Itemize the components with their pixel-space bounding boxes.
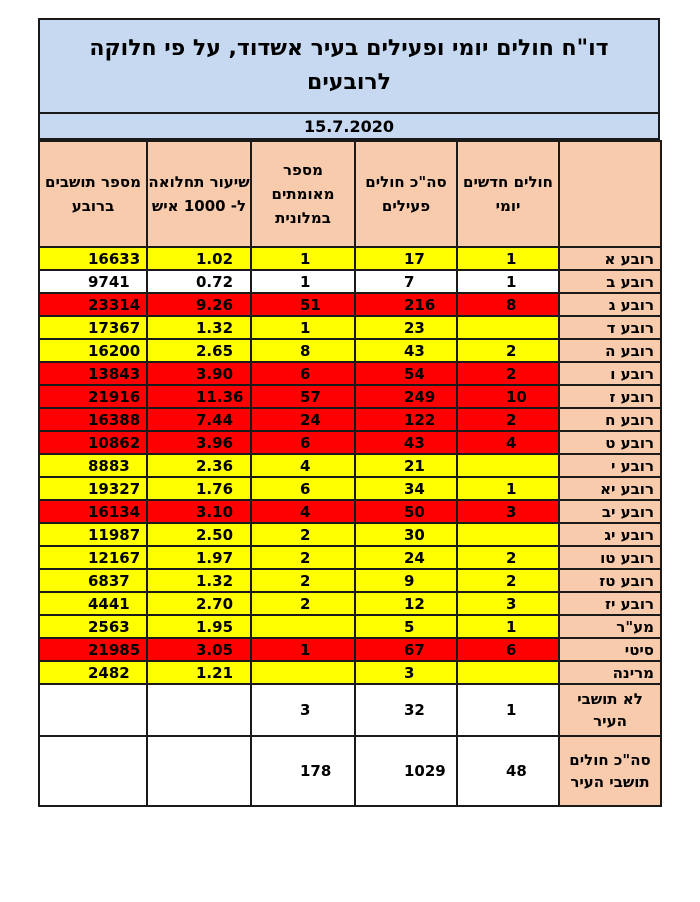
cell-residents: 2482 [39, 661, 147, 684]
cell-residents: 21916 [39, 385, 147, 408]
non-residents-new-daily: 1 [457, 684, 559, 736]
cell-hotel: 6 [251, 477, 355, 500]
cell-hotel: 1 [251, 316, 355, 339]
cell-total-active: 12 [355, 592, 457, 615]
cell-hotel [251, 615, 355, 638]
header-district-name [559, 141, 661, 247]
cell-rate: 2.70 [147, 592, 251, 615]
cell-new-daily: 2 [457, 569, 559, 592]
table-row [39, 592, 661, 615]
cell-hotel: 1 [251, 638, 355, 661]
cell-total-active: 122 [355, 408, 457, 431]
non-residents-hotel: 3 [251, 684, 355, 736]
report-date: 15.7.2020 [38, 114, 660, 140]
table-row [39, 362, 661, 385]
district-name: רובע יז [559, 592, 661, 615]
cell-rate: 9.26 [147, 293, 251, 316]
district-name: רובע ב [559, 270, 661, 293]
district-name: רובע א [559, 247, 661, 270]
district-name: מע"ר [559, 615, 661, 638]
cell-rate: 11.36 [147, 385, 251, 408]
cell-residents: 16200 [39, 339, 147, 362]
cell-rate: 0.72 [147, 270, 251, 293]
cell-new-daily: 2 [457, 546, 559, 569]
district-name: רובע יג [559, 523, 661, 546]
cell-rate: 1.21 [147, 661, 251, 684]
cell-residents: 9741 [39, 270, 147, 293]
cell-total-active: 5 [355, 615, 457, 638]
table-row [39, 569, 661, 592]
cell-residents: 11987 [39, 523, 147, 546]
cell-rate: 1.76 [147, 477, 251, 500]
cell-new-daily: 2 [457, 408, 559, 431]
table-row [39, 408, 661, 431]
table-row [39, 454, 661, 477]
cell-residents: 6837 [39, 569, 147, 592]
district-name: רובע ה [559, 339, 661, 362]
table-row [39, 247, 661, 270]
cell-residents: 17367 [39, 316, 147, 339]
table-body [39, 247, 661, 684]
cell-hotel: 2 [251, 569, 355, 592]
cell-rate: 2.50 [147, 523, 251, 546]
cell-total-active: 216 [355, 293, 457, 316]
table-row [39, 316, 661, 339]
district-name: רובע ז [559, 385, 661, 408]
cell-total-active: 34 [355, 477, 457, 500]
cell-hotel: 8 [251, 339, 355, 362]
cell-total-active: 54 [355, 362, 457, 385]
cell-total-active: 24 [355, 546, 457, 569]
report-sheet [38, 18, 660, 807]
cell-rate: 3.90 [147, 362, 251, 385]
cell-new-daily: 2 [457, 339, 559, 362]
cell-rate: 7.44 [147, 408, 251, 431]
cell-total-active: 43 [355, 431, 457, 454]
table-row [39, 293, 661, 316]
table-row [39, 477, 661, 500]
table-row [39, 270, 661, 293]
cell-rate: 1.02 [147, 247, 251, 270]
table-header-row [39, 141, 661, 247]
cell-rate: 1.97 [147, 546, 251, 569]
cell-hotel: 2 [251, 592, 355, 615]
cell-total-active: 9 [355, 569, 457, 592]
cell-residents: 23314 [39, 293, 147, 316]
cell-rate: 2.36 [147, 454, 251, 477]
cell-new-daily [457, 454, 559, 477]
district-name: רובע יא [559, 477, 661, 500]
total-new-daily: 48 [457, 736, 559, 806]
cell-residents: 13843 [39, 362, 147, 385]
cell-residents: 4441 [39, 592, 147, 615]
cell-new-daily: 8 [457, 293, 559, 316]
table-row [39, 339, 661, 362]
cell-total-active: 3 [355, 661, 457, 684]
cell-new-daily: 1 [457, 477, 559, 500]
cell-residents: 16388 [39, 408, 147, 431]
header-hotel-confirmed: מספר מאומתים במלונית [251, 141, 355, 247]
cell-new-daily: 10 [457, 385, 559, 408]
district-name: רובע יב [559, 500, 661, 523]
cell-hotel: 4 [251, 454, 355, 477]
cell-total-active: 21 [355, 454, 457, 477]
non-residents-row [39, 684, 661, 736]
cell-new-daily [457, 661, 559, 684]
cell-total-active: 67 [355, 638, 457, 661]
cell-residents: 2563 [39, 615, 147, 638]
table-row [39, 500, 661, 523]
cell-total-active: 50 [355, 500, 457, 523]
district-name: מרינה [559, 661, 661, 684]
cell-hotel: 2 [251, 546, 355, 569]
cell-rate: 1.32 [147, 569, 251, 592]
district-name: רובע ג [559, 293, 661, 316]
cell-hotel: 4 [251, 500, 355, 523]
cell-residents: 16633 [39, 247, 147, 270]
cell-residents: 16134 [39, 500, 147, 523]
cell-rate: 1.32 [147, 316, 251, 339]
cell-rate: 1.95 [147, 615, 251, 638]
cell-hotel [251, 661, 355, 684]
non-residents-label: לא תושבי העיר [559, 684, 661, 736]
cell-rate: 3.10 [147, 500, 251, 523]
table-row [39, 523, 661, 546]
cell-hotel: 6 [251, 431, 355, 454]
cell-rate: 3.05 [147, 638, 251, 661]
district-name: רובע ט [559, 431, 661, 454]
table-row [39, 661, 661, 684]
total-rate [147, 736, 251, 806]
table-row [39, 638, 661, 661]
district-name: סיטי [559, 638, 661, 661]
total-residents [39, 736, 147, 806]
cell-hotel: 1 [251, 270, 355, 293]
cell-new-daily [457, 523, 559, 546]
cell-residents: 10862 [39, 431, 147, 454]
cell-new-daily [457, 316, 559, 339]
table-row [39, 615, 661, 638]
cell-new-daily: 3 [457, 500, 559, 523]
district-name: רובע ו [559, 362, 661, 385]
cell-new-daily: 3 [457, 592, 559, 615]
cell-total-active: 249 [355, 385, 457, 408]
cell-new-daily: 1 [457, 270, 559, 293]
cell-rate: 3.96 [147, 431, 251, 454]
total-total-active: 1029 [355, 736, 457, 806]
cell-hotel: 6 [251, 362, 355, 385]
district-name: רובע טז [559, 569, 661, 592]
cell-rate: 2.65 [147, 339, 251, 362]
header-total-active: סה"כ חולים פעילים [355, 141, 457, 247]
cell-total-active: 23 [355, 316, 457, 339]
cell-new-daily: 4 [457, 431, 559, 454]
cell-new-daily: 6 [457, 638, 559, 661]
cell-residents: 19327 [39, 477, 147, 500]
cell-residents: 12167 [39, 546, 147, 569]
report-title: דו"ח חולים יומי ופעילים בעיר אשדוד, על פי חלוקה לרובעים [38, 18, 660, 114]
cell-hotel: 1 [251, 247, 355, 270]
cell-hotel: 2 [251, 523, 355, 546]
total-row [39, 736, 661, 806]
table-row [39, 431, 661, 454]
cell-total-active: 7 [355, 270, 457, 293]
cell-hotel: 51 [251, 293, 355, 316]
non-residents-residents [39, 684, 147, 736]
cell-hotel: 24 [251, 408, 355, 431]
cell-new-daily: 1 [457, 615, 559, 638]
cell-total-active: 43 [355, 339, 457, 362]
header-residents: מספר תושבים ברובע [39, 141, 147, 247]
cell-total-active: 30 [355, 523, 457, 546]
cell-new-daily: 1 [457, 247, 559, 270]
non-residents-rate [147, 684, 251, 736]
cell-total-active: 17 [355, 247, 457, 270]
district-name: רובע י [559, 454, 661, 477]
total-label: סה"כ חולים תושבי העיר [559, 736, 661, 806]
district-name: רובע ד [559, 316, 661, 339]
header-morbidity-rate: שיעור תחלואה ל- 1000 איש [147, 141, 251, 247]
table-row [39, 385, 661, 408]
cell-new-daily: 2 [457, 362, 559, 385]
non-residents-total-active: 32 [355, 684, 457, 736]
district-name: רובע טו [559, 546, 661, 569]
cell-hotel: 57 [251, 385, 355, 408]
header-new-daily: חולים חדשים יומי [457, 141, 559, 247]
district-name: רובע ח [559, 408, 661, 431]
total-hotel: 178 [251, 736, 355, 806]
table-row [39, 546, 661, 569]
district-table [38, 140, 662, 807]
cell-residents: 21985 [39, 638, 147, 661]
cell-residents: 8883 [39, 454, 147, 477]
